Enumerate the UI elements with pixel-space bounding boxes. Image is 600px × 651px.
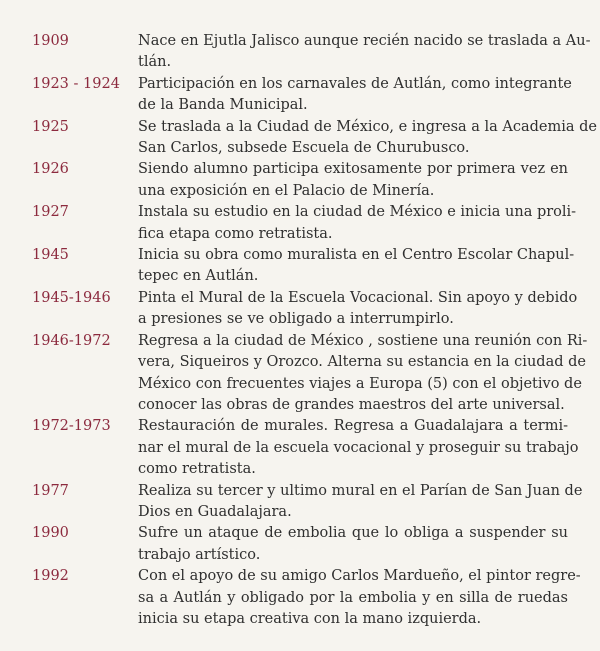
entry-text-line: Participación en los carnavales de Autlán, como integrante — [138, 75, 572, 92]
entry-text — [138, 117, 598, 160]
entry-text-line: Siendo alumno participa exitosamente por primera vez en — [138, 161, 568, 178]
entry-text — [138, 481, 583, 524]
entry-text — [138, 245, 575, 288]
entry-text-line: vera, Siqueiros y Orozco. Alterna su estancia en la ciudad de — [138, 354, 586, 371]
entry-text-line: tlán. — [138, 54, 172, 71]
entry-text — [138, 202, 577, 245]
entry-text-line: Inicia su obra como muralista en el Centro Escolar Chapul- — [138, 247, 575, 264]
entry-text — [138, 523, 568, 566]
entry-text — [138, 566, 581, 630]
entry-text-line: fica etapa como retratista. — [138, 225, 333, 242]
timeline-entry-1990 — [0, 523, 600, 566]
entry-text-line: Pinta el Mural de la Escuela Vocacional. Sin apoyo y debido — [138, 289, 578, 306]
entry-year: 1990 — [32, 525, 69, 542]
entry-text-line: Nace en Ejutla Jalisco aunque recién nacido se traslada a Au- — [138, 33, 591, 49]
entry-text-line: a presiones se ve obligado a interrumpirlo. — [138, 311, 454, 328]
timeline-entry-1977 — [0, 481, 600, 524]
entry-text-line: nar el mural de la escuela vocacional y proseguir su trabajo — [138, 439, 579, 456]
entry-text-line: Realiza su tercer y ultimo mural en el Parían de San Juan de — [138, 482, 583, 499]
entry-text-line: de la Banda Municipal. — [138, 97, 308, 114]
timeline-entry-1925 — [0, 117, 600, 160]
timeline-entry-1945 — [0, 245, 600, 288]
timeline-entry-1946-1972 — [0, 331, 600, 417]
entry-text — [138, 159, 568, 202]
timeline-entry-1926 — [0, 159, 600, 202]
timeline-entry-1945-1946 — [0, 288, 600, 331]
entry-text-line: trabajo artístico. — [138, 546, 261, 563]
timeline-entry-1927 — [0, 202, 600, 245]
entry-text-line: Sufre un ataque de embolia que lo obliga a suspender su — [138, 525, 568, 542]
entry-text-line: inicia su etapa creativa con la mano izquierda. — [138, 610, 482, 627]
entry-text — [138, 74, 572, 117]
entry-year: 1992 — [32, 568, 69, 585]
timeline-entry-1909 — [0, 31, 600, 74]
entry-text-line: sa a Autlán y obligado por la embolia y en silla de ruedas — [138, 589, 568, 606]
entry-text-line: como retratista. — [138, 461, 256, 478]
entry-text-line: tepec en Autlán. — [138, 268, 259, 285]
entry-year: 1926 — [32, 161, 69, 178]
entry-text-line: México con frecuentes viajes a Europa (5) con el objetivo de — [138, 375, 582, 392]
entry-text-line: Restauración de murales. Regresa a Guadalajara a termi- — [138, 418, 568, 435]
entry-year: 1909 — [32, 33, 69, 49]
entry-year: 1927 — [32, 204, 69, 221]
entry-year: 1945-1946 — [32, 289, 111, 306]
entry-year: 1946-1972 — [32, 332, 111, 349]
entry-text — [138, 288, 578, 331]
entry-text — [138, 31, 591, 74]
timeline-entry-1923-1924 — [0, 74, 600, 117]
entry-text — [138, 331, 588, 417]
entry-year: 1977 — [32, 482, 69, 499]
entry-text-line: Se traslada a la Ciudad de México, e ingresa a la Academia de — [138, 118, 598, 135]
entry-year: 1925 — [32, 118, 69, 135]
entry-text-line: conocer las obras de grandes maestros del arte universal. — [138, 396, 565, 413]
entry-text — [138, 416, 579, 480]
entry-year: 1972-1973 — [32, 418, 111, 435]
entry-year: 1923 - 1924 — [32, 75, 120, 92]
entry-text-line: Instala su estudio en la ciudad de México e inicia una proli- — [138, 204, 577, 221]
entry-text-line: una exposición en el Palacio de Minería. — [138, 182, 435, 199]
timeline-entry-1972-1973 — [0, 416, 600, 480]
entry-text-line: Regresa a la ciudad de México , sostiene una reunión con Ri- — [138, 332, 588, 349]
entry-text-line: San Carlos, subsede Escuela de Churubusco. — [138, 140, 470, 157]
entry-text-line: Con el apoyo de su amigo Carlos Mardueño, el pintor regre- — [138, 568, 581, 585]
timeline-entry-1992 — [0, 566, 600, 630]
entry-year: 1945 — [32, 247, 69, 264]
entry-text-line: Dios en Guadalajara. — [138, 503, 292, 520]
